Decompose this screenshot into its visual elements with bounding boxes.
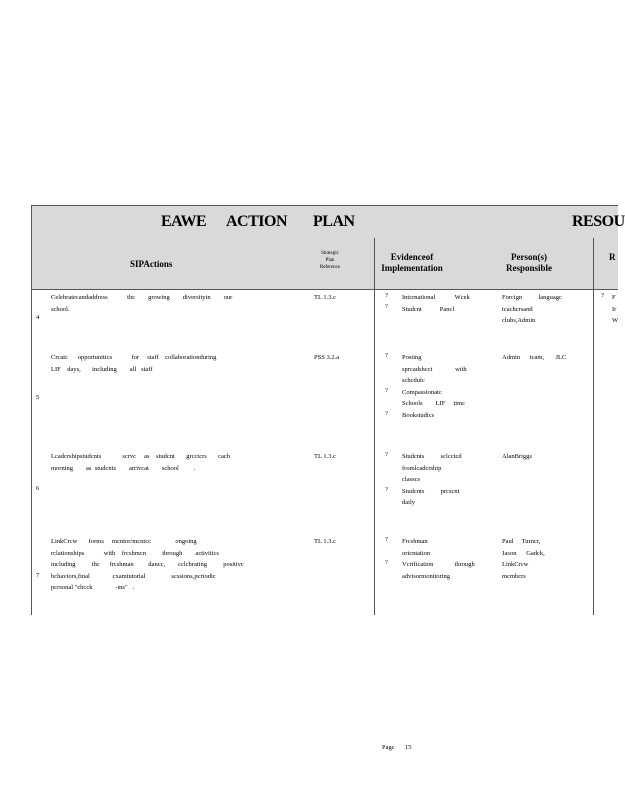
row-evidence: Studcnts sclcctcd fromlcadcrship classcs Studcnts prcscnt daily <box>402 453 462 506</box>
col-header-actions: SIPActions <box>130 259 173 269</box>
bullet-icon: ? <box>385 536 388 543</box>
page-label: Pagc <box>382 744 395 751</box>
row-reference: TL 1.3.c <box>314 538 336 545</box>
row-person: Paul Turncr, Jason Gadck, LinkCrcw mcmbcrs <box>502 538 545 580</box>
row-reference: PSS 3.2.a <box>314 354 340 361</box>
bullet-icon: ? <box>385 451 388 458</box>
bullet-icon: ? <box>385 387 388 394</box>
table-left-border <box>31 205 32 615</box>
row-evidence: Intcrnational Wcek Studcnt Pancl <box>402 294 470 313</box>
title-word-3: PLAN <box>313 213 355 230</box>
row-person: Admin tcam, JLC <box>502 354 567 361</box>
row-number: 4 <box>36 314 40 321</box>
row-person: Forcign languagc tcachcrsand clubs,Admin <box>502 294 562 324</box>
bullet-icon: ? <box>385 559 388 566</box>
row-resource: F Ir W <box>612 294 619 324</box>
bullet-icon: ? <box>601 292 604 299</box>
row-evidence: Frcshman oricntation Vcrification through advisormonitoring <box>402 538 475 580</box>
bullet-icon: ? <box>385 352 388 359</box>
row-reference: TL 1.3.c <box>314 453 336 460</box>
divider-resources <box>593 238 594 615</box>
col-header-strategic: Strategic Plan Reference <box>319 251 341 270</box>
row-number: 5 <box>36 394 40 401</box>
bullet-icon: ? <box>385 292 388 299</box>
title-word-1: EAWE <box>161 213 207 230</box>
row-reference: TL 1.3.c <box>314 294 336 301</box>
col-header-person: Person(s) Responsible <box>505 252 552 273</box>
bullet-icon: ? <box>385 303 388 310</box>
row-action: LinkCrcw forms mcntor/mcntcc ongoing rclationships with frcshmcn through activitics including thc frcshman dancc, cclcbrating positivc bchaviors,final cxamtutorial scssions,pcriodic pcrsonal "chcck -ins" . <box>51 538 244 591</box>
col-header-evidence: Evidenceof Implementation <box>381 252 443 273</box>
col-header-resources: R <box>609 252 616 262</box>
row-number: 6 <box>36 485 40 492</box>
row-action: Lcadcrshipstudcnts scrvc as studcnt grcctcrs cach morning as studcnts arrivcat school . <box>51 453 231 472</box>
resources-title: RESOU <box>572 213 625 230</box>
row-evidence: Posting sprcadshcct with schcdulc Compassionatc Schools LIF timc Bookstudics <box>402 354 467 419</box>
page-number: 15 <box>405 744 412 751</box>
title-word-2: ACTION <box>226 213 288 230</box>
divider-evidence <box>374 238 375 615</box>
row-action: Celebratecandaddress thc growing diversityin our school. <box>51 294 233 313</box>
bullet-icon: ? <box>385 410 388 417</box>
bullet-icon: ? <box>385 486 388 493</box>
row-person: AlanBriggs <box>502 453 532 460</box>
row-action: Crcatc opportunitics for staff collaborationduring LIF days, including all staff <box>51 354 217 373</box>
row-number: 7 <box>36 572 40 579</box>
